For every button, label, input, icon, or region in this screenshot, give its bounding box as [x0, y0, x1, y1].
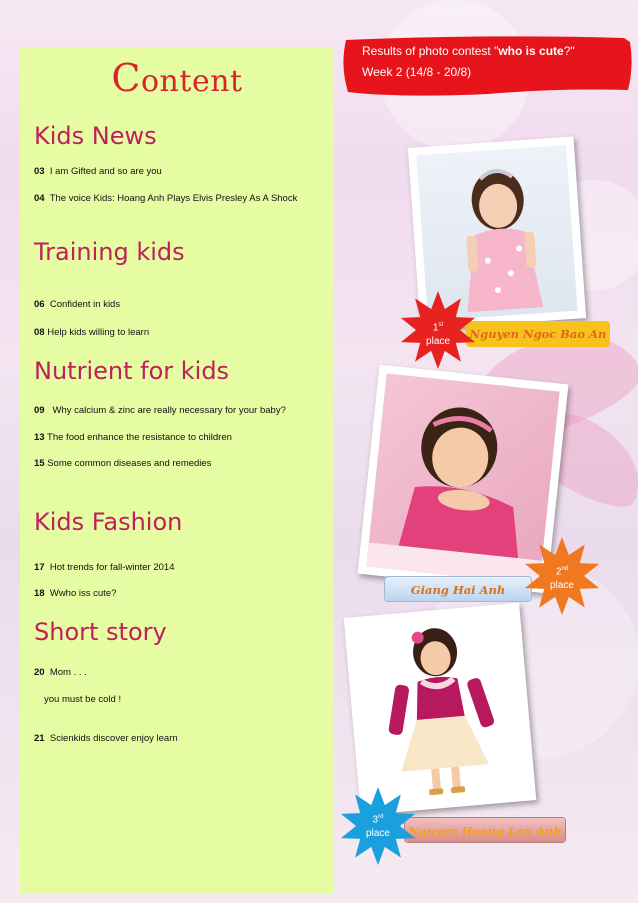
toc-item-label: Some common diseases and remedies [47, 458, 212, 469]
toc-item-label: Scienkids discover enjoy learn [49, 733, 178, 744]
page-number: 04 [34, 193, 45, 204]
section-heading-training-kids: Training kids [34, 238, 185, 266]
page-number: 09 [34, 405, 45, 416]
winner-name: Giang Hai Anh [410, 583, 506, 597]
winner-name-tag-3 [404, 817, 566, 843]
contest-title-prefix: Results of photo contest " [362, 44, 499, 58]
toc-item-label: Hot trends for fall-winter 2014 [49, 562, 175, 573]
contents-title-rest: ontent [141, 64, 243, 99]
place-rank: 2 [555, 566, 562, 578]
toc-item-label: Help kids willing to learn [47, 327, 150, 338]
contest-title-suffix: ?" [563, 44, 575, 58]
place-rank-suffix: st [438, 322, 444, 328]
place-label: place [366, 828, 390, 840]
place-badge-text [338, 810, 418, 841]
contest-title-bold: who is cute [498, 44, 564, 58]
section-heading-short-story: Short story [34, 618, 167, 646]
toc-item[interactable] [34, 733, 178, 744]
toc-item[interactable] [34, 299, 120, 310]
page-number: 15 [34, 458, 45, 469]
contents-panel [20, 48, 334, 894]
toc-item-label: Mom . . . [49, 667, 87, 678]
winner-name-tag-1 [466, 321, 610, 347]
toc-item[interactable] [34, 193, 297, 204]
toc-item[interactable] [34, 405, 286, 416]
place-rank: 3 [372, 814, 379, 826]
toc-item[interactable] [34, 327, 149, 338]
winner-name: Nguyen Hoang Lan Anh [408, 824, 562, 838]
page-number: 13 [34, 432, 45, 443]
place-label: place [426, 336, 450, 348]
contents-title [20, 56, 334, 100]
contest-week: Week 2 (14/8 - 20/8) [362, 65, 472, 79]
place-badge-text [522, 562, 602, 593]
photo-content [352, 611, 527, 806]
page-number: 03 [34, 166, 45, 177]
toc-item[interactable] [34, 432, 232, 443]
page-number: 20 [34, 667, 45, 678]
place-rank-suffix: nd [561, 566, 569, 572]
place-badge-text [398, 318, 478, 349]
place-badge-1 [398, 290, 478, 370]
section-heading-kids-fashion: Kids Fashion [34, 508, 183, 536]
page-number: 18 [34, 588, 45, 599]
contest-title [362, 44, 575, 58]
page-number: 17 [34, 562, 45, 573]
page-number: 06 [34, 299, 45, 310]
toc-item[interactable] [34, 588, 116, 599]
toc-item-label: Confident in kids [49, 299, 121, 310]
toc-item-label: I am Gifted and so are you [49, 166, 162, 177]
girl-portrait-image [352, 611, 527, 806]
page-number: 08 [34, 327, 45, 338]
toc-item-label: The voice Kids: Hoang Anh Plays Elvis Presley As A Shock [49, 193, 298, 204]
place-badge-2 [522, 536, 602, 616]
toc-item-label: you must be cold ! [44, 694, 122, 705]
winner-name-tag-2 [384, 576, 532, 602]
toc-item[interactable] [34, 667, 87, 678]
place-rank: 1 [432, 322, 439, 334]
toc-item[interactable] [34, 166, 162, 177]
section-heading-nutrient-for-kids: Nutrient for kids [34, 357, 230, 385]
winner-name: Nguyen Ngoc Bao An [469, 327, 607, 341]
toc-item-label: Wwho iss cute? [49, 588, 117, 599]
section-heading-kids-news: Kids News [34, 122, 157, 150]
toc-item[interactable] [34, 562, 174, 573]
place-label: place [550, 580, 574, 592]
winner-photo-3 [344, 603, 537, 816]
toc-item-continued [44, 694, 121, 705]
place-rank-suffix: rd [378, 814, 384, 820]
page-number: 21 [34, 733, 45, 744]
toc-item[interactable] [34, 458, 211, 469]
toc-item-label: Why calcium & zinc are really necessary for your baby? [52, 405, 286, 416]
contents-title-initial: C [111, 56, 141, 100]
place-badge-3 [338, 786, 418, 866]
contest-banner [338, 36, 638, 96]
toc-item-label: The food enhance the resistance to children [47, 432, 232, 443]
